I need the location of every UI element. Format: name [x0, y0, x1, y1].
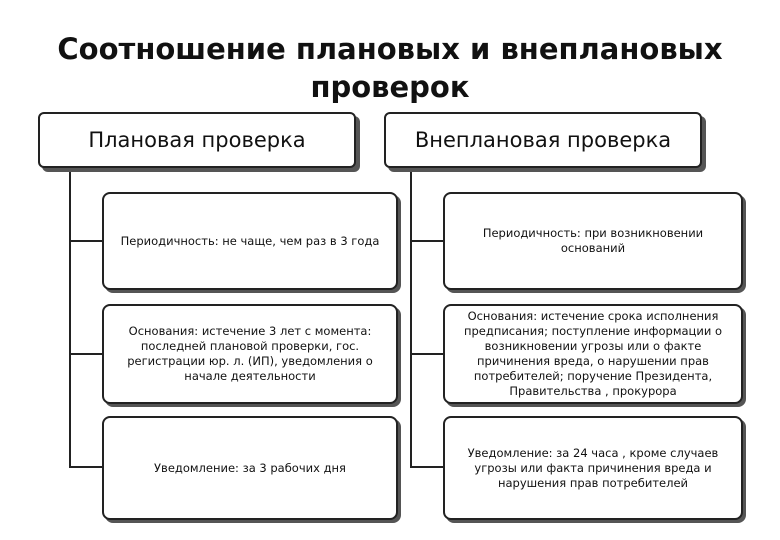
right-connector-row3 — [410, 466, 443, 468]
right-connector-row1 — [410, 240, 443, 242]
unplanned-notification-box: Уведомление: за 24 часа , кроме случаев угрозы или факта причинения вреда и нарушения прав потребителей — [443, 416, 743, 520]
right-connector-row2 — [410, 353, 443, 355]
left-connector-row1 — [69, 240, 102, 242]
left-connector-vertical — [69, 168, 71, 468]
title-line-1: Соотношение плановых и внеплановых — [57, 32, 723, 66]
title-line-2: проверок — [310, 70, 470, 104]
diagram-title — [40, 30, 740, 106]
left-connector-row3 — [69, 466, 102, 468]
planned-grounds-box: Основания: истечение 3 лет с момента: последней плановой проверки, гос. регистрации юр. л. (ИП), уведомления о начале деятельности — [102, 304, 398, 404]
unplanned-inspection-header: Внеплановая проверка — [384, 112, 702, 168]
right-connector-vertical — [410, 168, 412, 468]
left-connector-row2 — [69, 353, 102, 355]
unplanned-periodicity-box: Периодичность: при возникновении оснований — [443, 192, 743, 290]
unplanned-grounds-box: Основания: истечение срока исполнения предписания; поступление информации о возникновении угрозы или о факте причинения вреда, о нарушении прав потребителей; поручение Президента, Правительства , прокурора — [443, 304, 743, 404]
planned-inspection-header: Плановая проверка — [38, 112, 356, 168]
planned-notification-box: Уведомление: за 3 рабочих дня — [102, 416, 398, 520]
planned-periodicity-box: Периодичность: не чаще, чем раз в 3 года — [102, 192, 398, 290]
